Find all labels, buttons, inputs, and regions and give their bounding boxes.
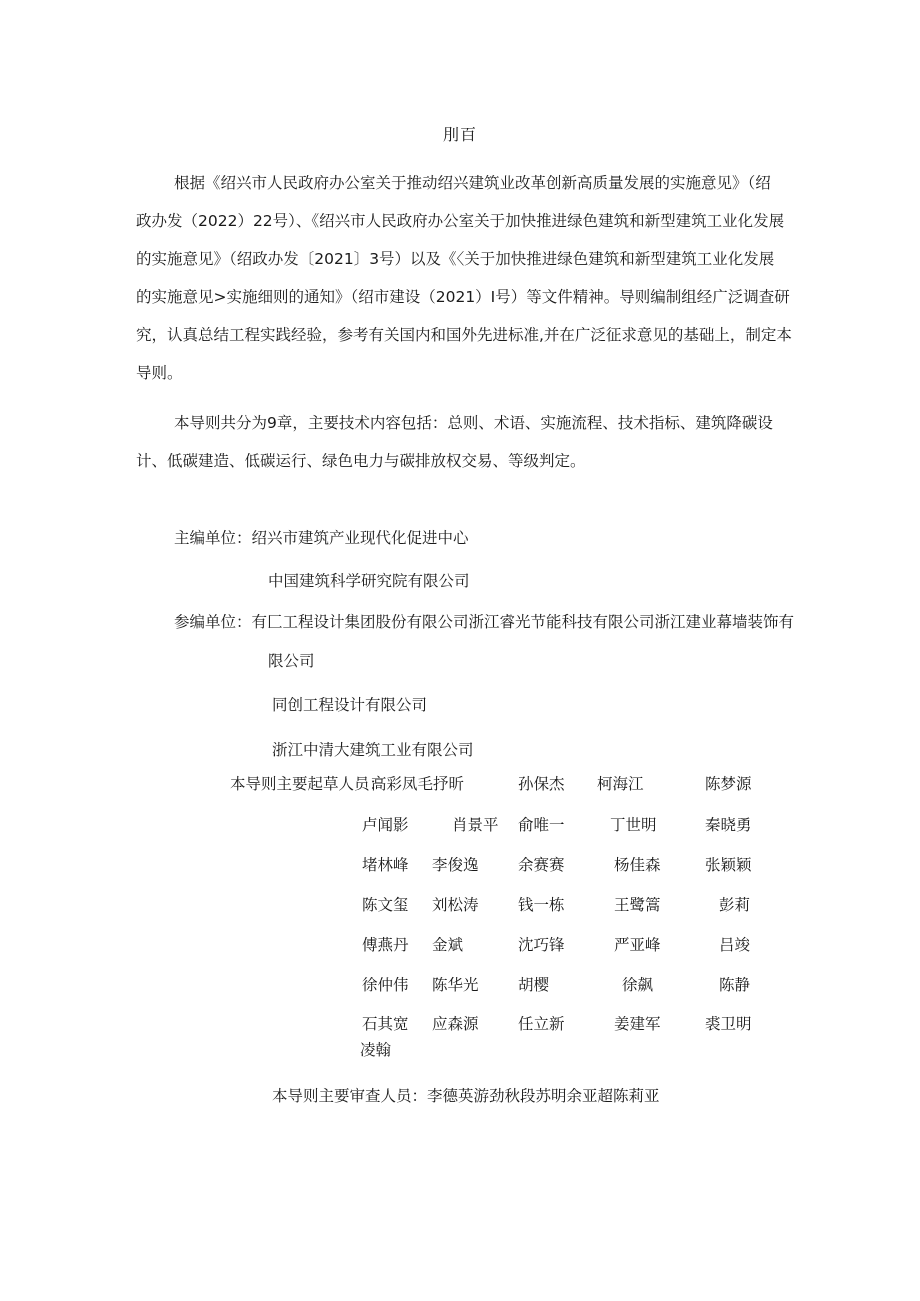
drafter-name: 姜建军 (614, 1015, 661, 1033)
drafter-name: 任立新 (518, 1015, 565, 1033)
drafter-name: 彭莉 (719, 896, 751, 914)
drafters-label: 本导则主要起草人员： (230, 775, 386, 793)
drafter-name: 钱一栋 (518, 896, 565, 914)
drafter-name: 陈华光 (432, 976, 479, 994)
drafter-name: 凌翰 (360, 1041, 392, 1059)
participating-unit-2: 同创工程设计有限公司 (272, 696, 428, 714)
drafter-name: 吕竣 (719, 936, 751, 954)
drafter-name: 应森源 (432, 1015, 479, 1033)
intro-paragraph (136, 164, 796, 392)
drafter-name: 高彩凤毛抒昕 (371, 775, 465, 793)
intro-line: 根据《绍兴市人民政府办公室关于推动绍兴建筑业改革创新高质量发展的实施意见》（绍 (174, 174, 771, 192)
drafter-name: 余赛赛 (518, 856, 565, 874)
drafter-name: 杨佳森 (614, 856, 661, 874)
drafter-name: 俞唯一 (518, 816, 565, 834)
drafter-name: 王鹭篙 (614, 896, 661, 914)
drafter-name: 徐仲伟 (362, 976, 409, 994)
drafter-name: 张颖颖 (705, 856, 752, 874)
drafter-name: 孙保杰 (518, 775, 565, 793)
intro-line: 究，认真总结工程实践经验，参考有关国内和国外先进标准,并在广泛征求意见的基础上，制定本 (136, 326, 792, 344)
drafter-name: 堵林峰 (362, 856, 409, 874)
page-title: 刖百 (442, 125, 477, 144)
chief-editor-unit-2: 中国建筑科学研究院有限公司 (268, 572, 470, 590)
content-paragraph (136, 404, 796, 480)
intro-line: 导则。 (136, 364, 183, 382)
drafter-name: 沈巧锋 (518, 936, 565, 954)
drafter-name: 陈梦源 (705, 775, 752, 793)
drafter-name: 傅燕丹 (362, 936, 409, 954)
drafter-name: 卢闻影 (362, 816, 409, 834)
intro-line: 的实施意见》（绍政办发〔2021〕3号）以及《〈关于加快推进绿色建筑和新型建筑工业化发展 (136, 250, 775, 268)
participating-unit-3: 浙江中清大建筑工业有限公司 (272, 741, 474, 759)
drafter-name: 丁世明 (610, 816, 657, 834)
drafter-name: 刘松涛 (432, 896, 479, 914)
drafter-name: 金斌 (432, 936, 464, 954)
drafter-name: 柯海江 (597, 775, 644, 793)
drafter-name: 肖景平 (452, 816, 499, 834)
drafter-name: 裘卫明 (705, 1015, 752, 1033)
content-line: 本导则共分为9章，主要技术内容包括：总则、术语、实施流程、技术指标、建筑降碳设 (174, 414, 773, 432)
drafter-name: 李俊逸 (432, 856, 479, 874)
intro-line: 政办发（2022）22号）、《绍兴市人民政府办公室关于加快推进绿色建筑和新型建筑工业化发展 (136, 212, 785, 230)
drafter-name: 严亚峰 (614, 936, 661, 954)
intro-line: 的实施意见>实施细则的通知》（绍市建设（2021）I号）等文件精神。导则编制组经广泛调查研 (136, 288, 790, 306)
participating-units-line: 参编单位：有匚工程设计集团股份有限公司浙江睿光节能科技有限公司浙江建业幕墙装饰有 (174, 613, 795, 631)
drafter-name: 秦晓勇 (705, 816, 752, 834)
drafter-name: 徐飙 (622, 976, 654, 994)
content-line: 计、低碳建造、低碳运行、绿色电力与碳排放权交易、等级判定。 (136, 452, 586, 470)
drafter-name: 陈文玺 (362, 896, 409, 914)
participating-units-continuation: 限公司 (268, 652, 315, 670)
drafter-name: 陈静 (719, 976, 751, 994)
reviewers-line: 本导则主要审查人员：李德英游劲秋段苏明余亚超陈莉亚 (272, 1087, 660, 1105)
drafter-name: 石其宽 (362, 1015, 409, 1033)
drafter-name: 胡樱 (518, 976, 550, 994)
chief-editor-line: 主编单位：绍兴市建筑产业现代化促进中心 (174, 529, 469, 547)
